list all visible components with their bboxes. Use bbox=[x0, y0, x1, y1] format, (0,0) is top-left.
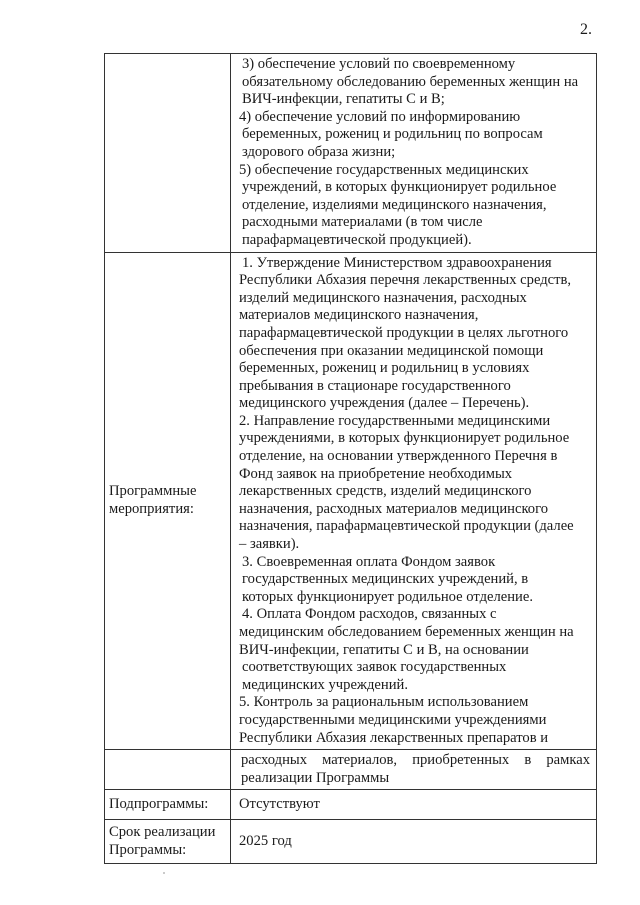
text-line: Республики Абхазия лекарственных препаратов и bbox=[239, 729, 549, 746]
text-line: государственными медицинскими учреждениями bbox=[239, 711, 547, 728]
text-line: Фонд заявок на приобретение необходимых bbox=[239, 465, 513, 482]
text-line: – заявки). bbox=[239, 536, 300, 553]
text-line: изделий медицинского назначения, расходных bbox=[239, 289, 527, 306]
text-line: материалов медицинского назначения, bbox=[239, 307, 479, 324]
term-label bbox=[105, 820, 231, 864]
subprograms-label: Подпрограммы: bbox=[105, 790, 231, 820]
text-line: ВИЧ-инфекции, гепатиты С и В, на основании bbox=[239, 641, 529, 658]
text-line: пребывания в стационаре государственного bbox=[239, 377, 511, 394]
text-line: 3) обеспечение условий по своевременному bbox=[242, 56, 516, 72]
label-cell-empty bbox=[105, 54, 231, 253]
goals-cell bbox=[231, 54, 597, 253]
program-passport-table bbox=[104, 53, 597, 864]
text-line: отделение, изделиями медицинского назначения, bbox=[242, 196, 547, 213]
text-line: здорового образа жизни; bbox=[242, 143, 396, 160]
text-line: 4. Оплата Фондом расходов, связанных с bbox=[242, 606, 497, 623]
text-line: беременных, рожениц и родильниц в условиях bbox=[239, 360, 530, 377]
text-line: ВИЧ-инфекции, гепатиты С и В; bbox=[242, 91, 445, 108]
page-number: 2. bbox=[580, 21, 592, 38]
text-line: медицинских учреждений. bbox=[242, 676, 408, 693]
text-line: медицинского учреждения (далее – Перечень). bbox=[239, 395, 530, 412]
label-cell-empty bbox=[105, 750, 231, 790]
text-line: 5. Контроль за рациональным использованием bbox=[239, 694, 529, 711]
text-line: лекарственных средств, изделий медицинского bbox=[239, 483, 532, 500]
text-line: расходными материалами (в том числе bbox=[242, 214, 483, 231]
table-row-goals bbox=[105, 54, 597, 253]
scan-speck bbox=[163, 872, 165, 874]
text-line: государственных медицинских учреждений, в bbox=[242, 571, 529, 588]
term-label-line: Программы: bbox=[109, 841, 187, 858]
table-row-continuation bbox=[105, 750, 597, 790]
text-line: парафармацевтической продукцией). bbox=[242, 231, 472, 248]
term-label-line: Срок реализации bbox=[109, 824, 216, 841]
text-line: учреждений, в которых функционирует родильное bbox=[242, 179, 557, 196]
text-line: расходных материалов, приобретенных в рамках bbox=[241, 752, 590, 769]
table-row-subprograms bbox=[105, 790, 597, 820]
text-line: Республики Абхазия перечня лекарственных средств, bbox=[239, 272, 572, 289]
text-line: беременных, рожениц и родильниц по вопросам bbox=[242, 126, 543, 143]
text-line: назначения, парафармацевтической продукции (далее bbox=[239, 518, 574, 535]
text-line: обеспечения при оказании медицинской помощи bbox=[239, 342, 544, 359]
text-line: 4) обеспечение условий по информированию bbox=[239, 108, 521, 125]
text-line: 1. Утверждение Министерством здравоохранения bbox=[242, 254, 552, 271]
term-value: 2025 год bbox=[231, 820, 597, 864]
text-line: 3. Своевременная оплата Фондом заявок bbox=[242, 553, 496, 570]
text-line: обязательному обследованию беременных женщин на bbox=[242, 73, 579, 90]
text-line: которых функционирует родильное отделение. bbox=[242, 588, 533, 605]
text-line: парафармацевтической продукции в целях льготного bbox=[239, 324, 569, 341]
text-line: медицинским обследованием беременных женщин на bbox=[239, 624, 574, 640]
text-line: учреждениями, в которых функционирует родильное bbox=[239, 430, 570, 447]
text-line: назначения, расходных материалов медицинского bbox=[239, 500, 549, 517]
continuation-cell bbox=[231, 750, 597, 790]
program-measures-label: Программные мероприятия: bbox=[105, 252, 231, 750]
text-line: реализации Программы bbox=[241, 769, 390, 786]
text-line: 5) обеспечение государственных медицинских bbox=[239, 161, 529, 178]
text-line: отделение, на основании утвержденного Перечня в bbox=[239, 448, 558, 465]
table-row-program-measures bbox=[105, 252, 597, 750]
subprograms-value: Отсутствуют bbox=[231, 790, 597, 820]
text-line: соответствующих заявок государственных bbox=[242, 659, 507, 676]
text-line: 2. Направление государственными медицинскими bbox=[239, 412, 551, 429]
table-row-term bbox=[105, 820, 597, 864]
program-measures-cell bbox=[231, 252, 597, 750]
